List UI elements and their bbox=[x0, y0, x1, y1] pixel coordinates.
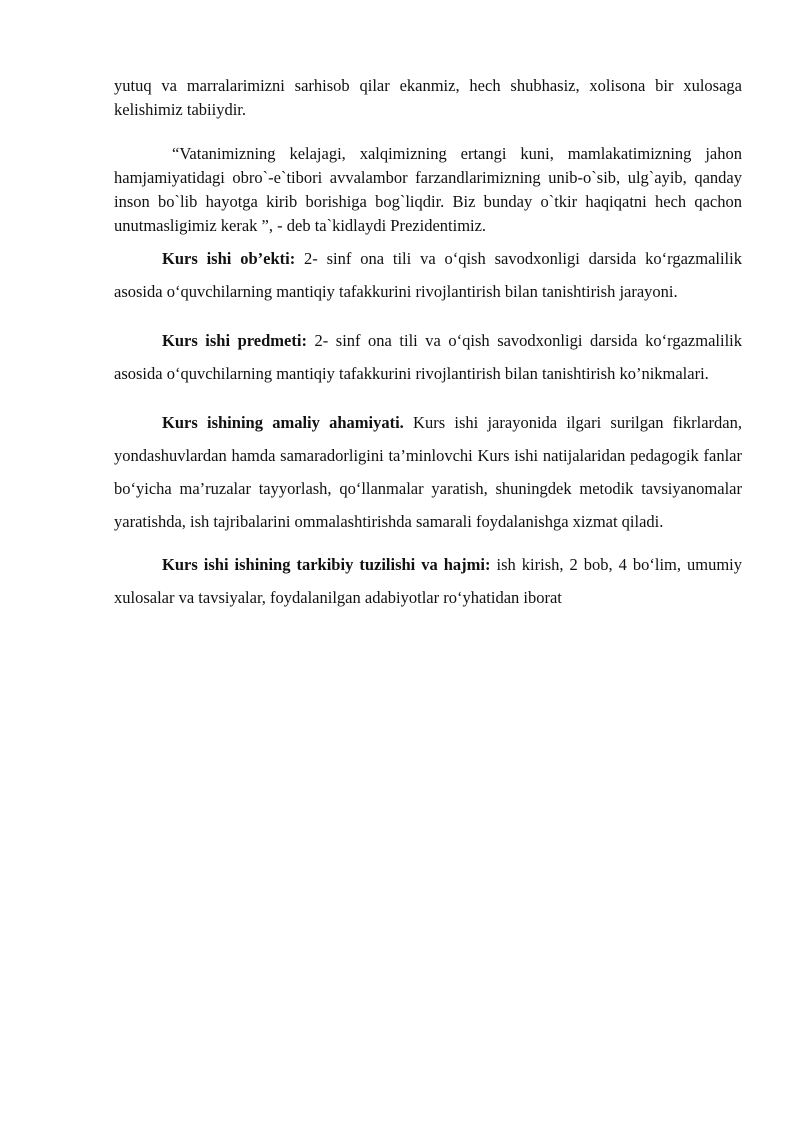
course-object-paragraph bbox=[114, 242, 742, 308]
document-page bbox=[114, 74, 742, 614]
course-subject-text: 2- sinf ona tili va o‘qish savodxonligi darsida ko‘rgazmalilik asosida o‘quvchilarning mantiqiy tafakkurini rivojlantirish bilan tanishtirish ko’nikmalari. bbox=[114, 331, 742, 383]
structure-heading: Kurs ishi ishining tarkibiy tuzilishi va hajmi: bbox=[162, 555, 491, 574]
course-object-text: 2- sinf ona tili va o‘qish savodxonligi darsida ko‘rgazmalilik asosida o‘quvchilarning mantiqiy tafakkurini rivojlantirish bilan tanishtirish jarayoni. bbox=[114, 249, 742, 301]
course-subject-paragraph bbox=[114, 324, 742, 390]
practical-significance-paragraph bbox=[114, 406, 742, 538]
structure-text: ish kirish, 2 bob, 4 bo‘lim, umumiy xulosalar va tavsiyalar, foydalanilgan adabiyotlar ro‘yhatidan iborat bbox=[114, 555, 742, 607]
structure-paragraph bbox=[114, 548, 742, 614]
president-quote-paragraph: “Vatanimizning kelajagi, xalqimizning ertangi kuni, mamlakatimizning jahon hamjamiyatidagi obro`-e`tibori avvalambor farzandlarimizning unib-o`sib, ulg`ayib, qanday inson bo`lib hayotga kirib borishiga bog`liqdir. Biz bunday o`tkir haqiqatni hech qachon unutmasligimiz kerak ”, - deb ta`kidlaydi Prezidentimiz. bbox=[114, 144, 742, 235]
practical-significance-heading: Kurs ishining amaliy ahamiyati. bbox=[162, 413, 404, 432]
course-object-heading: Kurs ishi ob’ekti: bbox=[162, 249, 296, 268]
intro-paragraph: yutuq va marralarimizni sarhisob qilar ekanmiz, hech shubhasiz, xolisona bir xulosaga kelishimiz tabiiydir. bbox=[114, 76, 742, 119]
course-subject-heading: Kurs ishi predmeti: bbox=[162, 331, 307, 350]
practical-significance-text: Kurs ishi jarayonida ilgari surilgan fikrlardan, yondashuvlardan hamda samaradorligini ta’minlovchi Kurs ishi natijalaridan pedagogik fanlar bo‘yicha ma’ruzalar tayyorlash, qo‘llanmalar yaratish, shuningdek metodik tavsiyanomalar yaratishda, ish tajribalarini ommalashtirishda samarali foydalanishga xizmat qiladi. bbox=[114, 413, 742, 531]
